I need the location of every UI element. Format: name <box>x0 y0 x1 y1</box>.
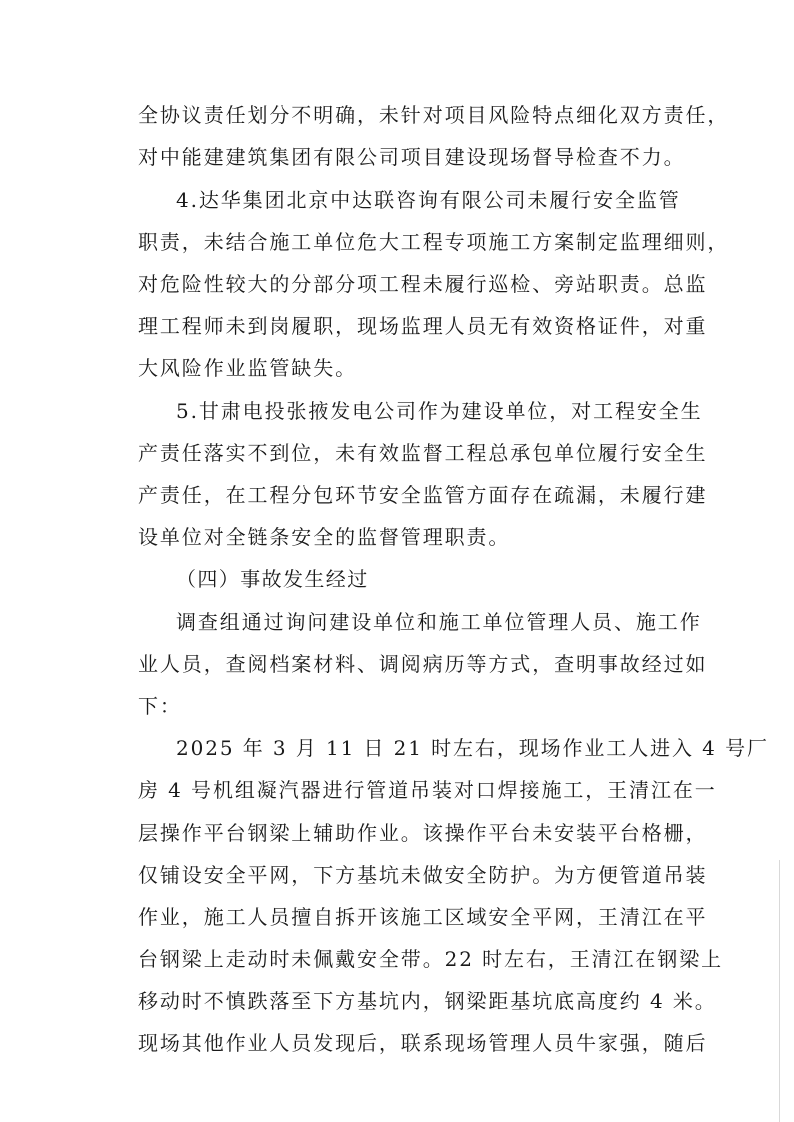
text-line: 产责任，在工程分包环节安全监管方面存在疏漏，未履行建 <box>138 483 708 507</box>
text-line: 房 4 号机组凝汽器进行管道吊装对口焊接施工，王清江在一 <box>138 778 717 802</box>
text-line: 大风险作业监管缺失。 <box>138 356 357 380</box>
text-line: 对危险性较大的分部分项工程未履行巡检、旁站职责。总监 <box>138 272 708 296</box>
paragraph-start: 5.甘肃电投张掖发电公司作为建设单位，对工程安全生 <box>176 399 703 423</box>
text-line: 业人员，查阅档案材料、调阅病历等方式，查明事故经过如 <box>138 652 708 676</box>
text-line: 对中能建建筑集团有限公司项目建设现场督导检查不力。 <box>138 145 686 169</box>
text-line: 设单位对全链条安全的监督管理职责。 <box>138 525 511 549</box>
text-line: 层操作平台钢梁上辅助作业。该操作平台未安装平台格栅， <box>138 821 708 845</box>
text-line: 移动时不慎跌落至下方基坑内，钢梁距基坑底高度约 4 米。 <box>138 989 717 1013</box>
text-line: 职责，未结合施工单位危大工程专项施工方案制定监理细则， <box>138 230 730 254</box>
text-line: 全协议责任划分不明确，未针对项目风险特点细化双方责任， <box>138 103 730 127</box>
paragraph-start: 2025 年 3 月 11 日 21 时左右，现场作业工人进入 4 号厂 <box>176 736 769 760</box>
text-line: 现场其他作业人员发现后，联系现场管理人员牛家强，随后 <box>138 1031 708 1055</box>
text-line: 理工程师未到岗履职，现场监理人员无有效资格证件，对重 <box>138 314 708 338</box>
text-line: 作业，施工人员擅自拆开该施工区域安全平网，王清江在平 <box>138 905 708 929</box>
text-line: 下： <box>138 694 182 718</box>
section-heading: （四）事故发生经过 <box>176 567 369 591</box>
paragraph-start: 4.达华集团北京中达联咨询有限公司未履行安全监管 <box>176 188 681 212</box>
scan-edge-line <box>779 860 780 1122</box>
text-line: 台钢梁上走动时未佩戴安全带。22 时左右，王清江在钢梁上 <box>138 947 724 971</box>
text-line: 仅铺设安全平网，下方基坑未做安全防护。为方便管道吊装 <box>138 863 708 887</box>
paragraph-start: 调查组通过询问建设单位和施工单位管理人员、施工作 <box>176 610 702 634</box>
text-line: 产责任落实不到位，未有效监督工程总承包单位履行安全生 <box>138 441 708 465</box>
